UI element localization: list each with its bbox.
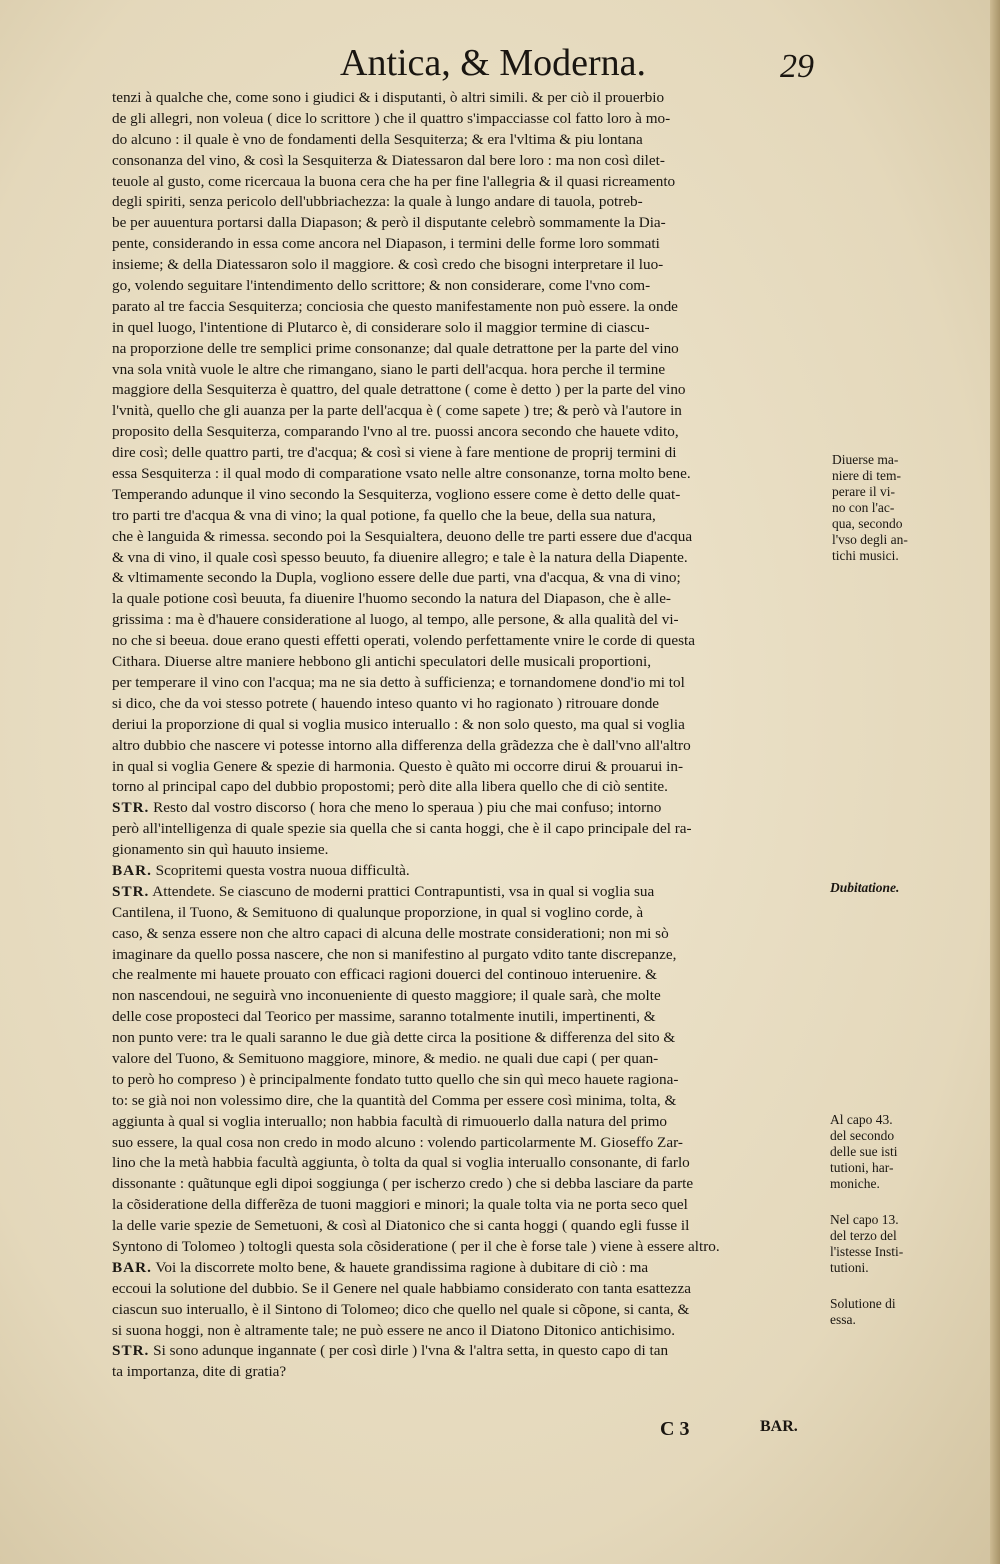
text-line: insieme; & della Diatessaron solo il maggiore. & così credo che bisogni interpretare il luo- xyxy=(112,256,664,274)
text-line: maggiore della Sesquiterza è quattro, del quale detrattone ( come è detto ) per la parte del vino xyxy=(112,381,686,399)
text-line: proposito della Sesquiterza, comparando l'vno al tre. puossi ancora secondo che hauete vdito, xyxy=(112,423,679,441)
text-line: pente, considerando in essa come ancora nel Diapason, i termini delle forme loro sommati xyxy=(112,235,660,253)
text-line: degli spiriti, senza pericolo dell'ubbriachezza: la quale à lungo andare di tauola, potreb- xyxy=(112,193,643,211)
text-line: Temperando adunque il vino secondo la Sesquiterza, vogliono essere come è detto delle quat- xyxy=(112,485,681,503)
margin-note-solutione xyxy=(830,1296,896,1328)
margin-note-capo-43 xyxy=(830,1112,898,1192)
text-line: si dico, che da voi stesso potrete ( hauendo inteso quanto vi ho ragionato ) ritrouare donde xyxy=(112,694,660,712)
running-header xyxy=(340,38,814,88)
text-line: imaginare da quello possa nascere, che non si manifestino al purgato vdito tante discrepanze, xyxy=(112,945,677,963)
text-line: la delle varie spezie de Semetuoni, & così al Diatonico che si canta hoggi ( quando egli fusse il xyxy=(112,1217,690,1235)
text-line: si suona hoggi, non è altramente tale; ne può essere ne anco il Diatono Ditonico antichisimo. xyxy=(112,1321,676,1339)
text-line: gionamento sin quì hauuto insieme. xyxy=(112,841,329,859)
margin-note-line: Solutione di xyxy=(830,1296,896,1311)
margin-note-line: delle sue isti xyxy=(830,1144,898,1159)
speaker-label: STR. xyxy=(112,1342,150,1360)
text-line: deriui la proporzione di qual si voglia musico interuallo : & non solo questo, ma qual si voglia xyxy=(112,715,685,733)
page-footer xyxy=(660,1418,860,1448)
margin-note-line: Nel capo 13. xyxy=(830,1212,899,1227)
margin-note-line: Dubitatione. xyxy=(830,880,900,895)
margin-note-line: l'istesse Insti- xyxy=(830,1244,904,1259)
text-line: vna sola vnità vuole le altre che rimangano, siano le parti dell'acqua. hora perche il termine xyxy=(112,360,666,378)
catchword: BAR. xyxy=(760,1418,798,1435)
text-line: to: se già noi non volessimo dire, che la quantità del Comma per essere così minima, tolta, & xyxy=(112,1091,677,1109)
text-line: lino che la metà habbia facultà aggiunta, ò tolta da qual si voglia interuallo consonante, di farlo xyxy=(112,1154,690,1172)
margin-note-line: niere di tem- xyxy=(832,468,901,483)
text-line: & vna di vino, il quale così spesso beuuto, fa diuenire allegro; e tale è la natura della Diapente. xyxy=(112,548,688,566)
text-line: in qual si voglia Genere & spezie di harmonia. Questo è quãto mi occorre dirui & prouarui in- xyxy=(112,757,684,775)
text-line: tenzi à qualche che, come sono i giudici & i disputanti, ò altri simili. & per ciò il prouerbio xyxy=(112,89,665,106)
text-line: eccoui la solutione del dubbio. Se il Genere nel quale habbiamo considerato con tanta esattezza xyxy=(112,1279,692,1297)
text-line: STR. Attendete. Se ciascuno de moderni prattici Contrapuntisti, vsa in qual si voglia sua xyxy=(112,882,655,900)
text-line: che è languida & rimessa. secondo poi la Sesquialtera, deuono delle tre parti essere due d'acqua xyxy=(112,527,693,545)
body-text xyxy=(112,88,824,1438)
text-line: Cantilena, il Tuono, & Semituono di qualunque proporzione, in qual si voglino corde, à xyxy=(112,903,644,921)
margin-note-line: no con l'ac- xyxy=(832,500,895,515)
text-line: BAR. Scopritemi questa vostra nuoua difficultà. xyxy=(112,861,410,879)
speaker-label: BAR. xyxy=(112,861,152,879)
text-line: torno al principal capo del dubbio propostomi; però dite alla libera quello che di ciò sentite. xyxy=(112,778,668,796)
speaker-label: STR. xyxy=(112,799,150,817)
text-line: in quel luogo, l'intentione di Plutarco è, di considerare solo il maggior termine di ciascu- xyxy=(112,318,650,336)
text-line: grissima : ma è d'hauere consideratione al luogo, al tempo, alle persone, & alla qualità del vi- xyxy=(112,611,679,629)
text-line: STR. Si sono adunque ingannate ( per così dirle ) l'vna & l'altra setta, in questo capo di tan xyxy=(112,1342,669,1360)
speaker-label: BAR. xyxy=(112,1258,152,1276)
text-line: altro dubbio che nascere vi potesse intorno alla differenza della grãdezza che è dall'vno all'altro xyxy=(112,736,691,754)
text-line: la cõsideratione della differẽza de tuoni maggiori e minori; la quale tolta via ne porta seco quel xyxy=(112,1196,688,1214)
margin-note-line: perare il vi- xyxy=(832,484,895,499)
text-line: consonanza del vino, & così la Sesquiterza & Diatessaron dal bere loro : ma non così dilet- xyxy=(112,151,665,169)
text-line: che realmente mi hauete prouato con efficaci ragioni douerci del continouo interuenire. & xyxy=(112,966,657,984)
text-line: de gli allegri, non voleua ( dice lo scrittore ) che il quattro s'impacciasse col fatto loro à mo- xyxy=(112,109,671,127)
text-line: BAR. Voi la discorrete molto bene, & hauete grandissima ragione à dubitare di ciò : ma xyxy=(112,1258,649,1276)
margin-note-line: tutioni. xyxy=(830,1260,869,1275)
margin-note-capo-13 xyxy=(830,1212,903,1276)
text-line: dissonante : quãtunque egli dipoi soggiunga ( per ischerzo credo ) che si debba lasciare da parte xyxy=(112,1175,694,1193)
text-line: valore del Tuono, & Semituono maggiore, minore, & medio. ne quali due capi ( per quan- xyxy=(112,1049,659,1067)
text-line: non punto vere: tra le quali saranno le due già dette circa la positione & differenza del sito & xyxy=(112,1029,676,1047)
margin-note-line: essa. xyxy=(830,1312,856,1327)
speaker-label: STR. xyxy=(112,882,150,900)
page-edge xyxy=(990,0,1000,1564)
text-line: do alcuno : il quale è vno de fondamenti della Sesquiterza; & era l'vltima & piu lontana xyxy=(112,130,643,148)
text-line: go, volendo seguitare l'intendimento dello scrittore; & non considerare, come l'vno com- xyxy=(112,277,651,295)
margin-note-line: Diuerse ma- xyxy=(832,452,899,467)
text-line: & vltimamente secondo la Dupla, vogliono essere delle due parti, vna d'acqua, & vna di vino; xyxy=(112,569,681,587)
text-line: però all'intelligenza di quale spezie sia quella che si canta hoggi, che è il capo principale del ra- xyxy=(112,820,692,838)
text-line: ta importanza, dite di gratia? xyxy=(112,1363,287,1381)
text-line: na proporzione delle tre semplici prime consonanze; dal quale detrattone per la parte del vino xyxy=(112,339,679,357)
margin-note-line: qua, secondo xyxy=(832,516,903,531)
text-line: no che si beeua. doue erano questi effetti operati, volendo perfettamente vnire le corde di questa xyxy=(112,632,695,650)
text-line: dire così; delle quattro parti, tre d'acqua; & così si viene à fare mentione de proprij termini di xyxy=(112,444,677,462)
margin-note-tempering xyxy=(832,452,908,564)
margin-note-line: l'vso degli an- xyxy=(832,532,908,547)
margin-note-dubitatione xyxy=(830,880,899,896)
text-line: Syntono di Tolomeo ) toltogli questa sola cõsideratione ( per il che è forse tale ) viene à essere altro. xyxy=(112,1237,720,1255)
text-line: l'vnità, quello che gli auanza per la parte dell'acqua è ( come sapete ) tre; & però và l'autore in xyxy=(112,402,682,420)
text-line: delle cose proposteci dal Teorico per massime, saranno totalmente inutili, impertinenti, & xyxy=(112,1008,656,1026)
text-line: ciascun suo interuallo, è il Sintono di Tolomeo; dico che quello nel quale si cõpone, si canta, & xyxy=(112,1300,690,1318)
text-line: essa Sesquiterza : il qual modo di comparatione vsato nelle altre consonanze, torna molto bene. xyxy=(112,465,691,483)
text-line: la quale potione così beuuta, fa diuenire l'huomo secondo la natura del Diapason, che è alle- xyxy=(112,590,671,608)
margin-note-line: del terzo del xyxy=(830,1228,897,1243)
margin-note-line: tutioni, har- xyxy=(830,1160,894,1175)
signature-mark: C 3 xyxy=(660,1418,690,1440)
text-line: Cithara. Diuerse altre maniere hebbono gli antichi speculatori delle musicali proportioni, xyxy=(112,653,651,671)
text-line: per temperare il vino con l'acqua; ma ne sia detto à sufficienza; e tornandomene dond'io mi tol xyxy=(112,673,685,691)
text-line: non nascendoui, ne seguirà vno inconueniente di questo maggiore; il quale sarà, che molte xyxy=(112,987,661,1005)
text-line: be per auuentura portarsi dalla Diapason; & però il disputante celebrò sommamente la Dia- xyxy=(112,214,666,232)
text-line: aggiunta à qual si voglia interuallo; non habbia facultà di rimuouerlo dalla natura del primo xyxy=(112,1112,668,1130)
page-number: 29 xyxy=(780,48,814,85)
text-line: to però ho compreso ) è principalmente fondato tutto quello che sin quì meco hauete ragiona- xyxy=(112,1070,679,1088)
text-line: tro parti tre d'acqua & vna di vino; la qual potione, fa quello che la beue, della sua natura, xyxy=(112,506,656,524)
margin-note-line: moniche. xyxy=(830,1176,880,1191)
text-line: caso, & senza essere non che altro capaci di alcuna delle mostrate considerationi; non mi sò xyxy=(112,924,669,942)
text-line: teuole al gusto, come ricercaua la buona cera che ha per fine l'allegria & il quasi ricreamento xyxy=(112,172,676,190)
text-line: parato al tre faccia Sesquiterza; conciosia che questo manifestamente non può essere. la onde xyxy=(112,297,678,315)
margin-note-line: tichi musici. xyxy=(832,548,899,563)
text-line: STR. Resto dal vostro discorso ( hora che meno lo speraua ) piu che mai confuso; intorno xyxy=(112,799,662,817)
page-title: Antica, & Moderna. xyxy=(340,42,647,84)
margin-note-line: del secondo xyxy=(830,1128,895,1143)
text-line: suo essere, la qual cosa non credo in modo alcuno : volendo particolarmente M. Gioseffo Zar- xyxy=(112,1133,683,1151)
margin-note-line: Al capo 43. xyxy=(830,1112,893,1127)
